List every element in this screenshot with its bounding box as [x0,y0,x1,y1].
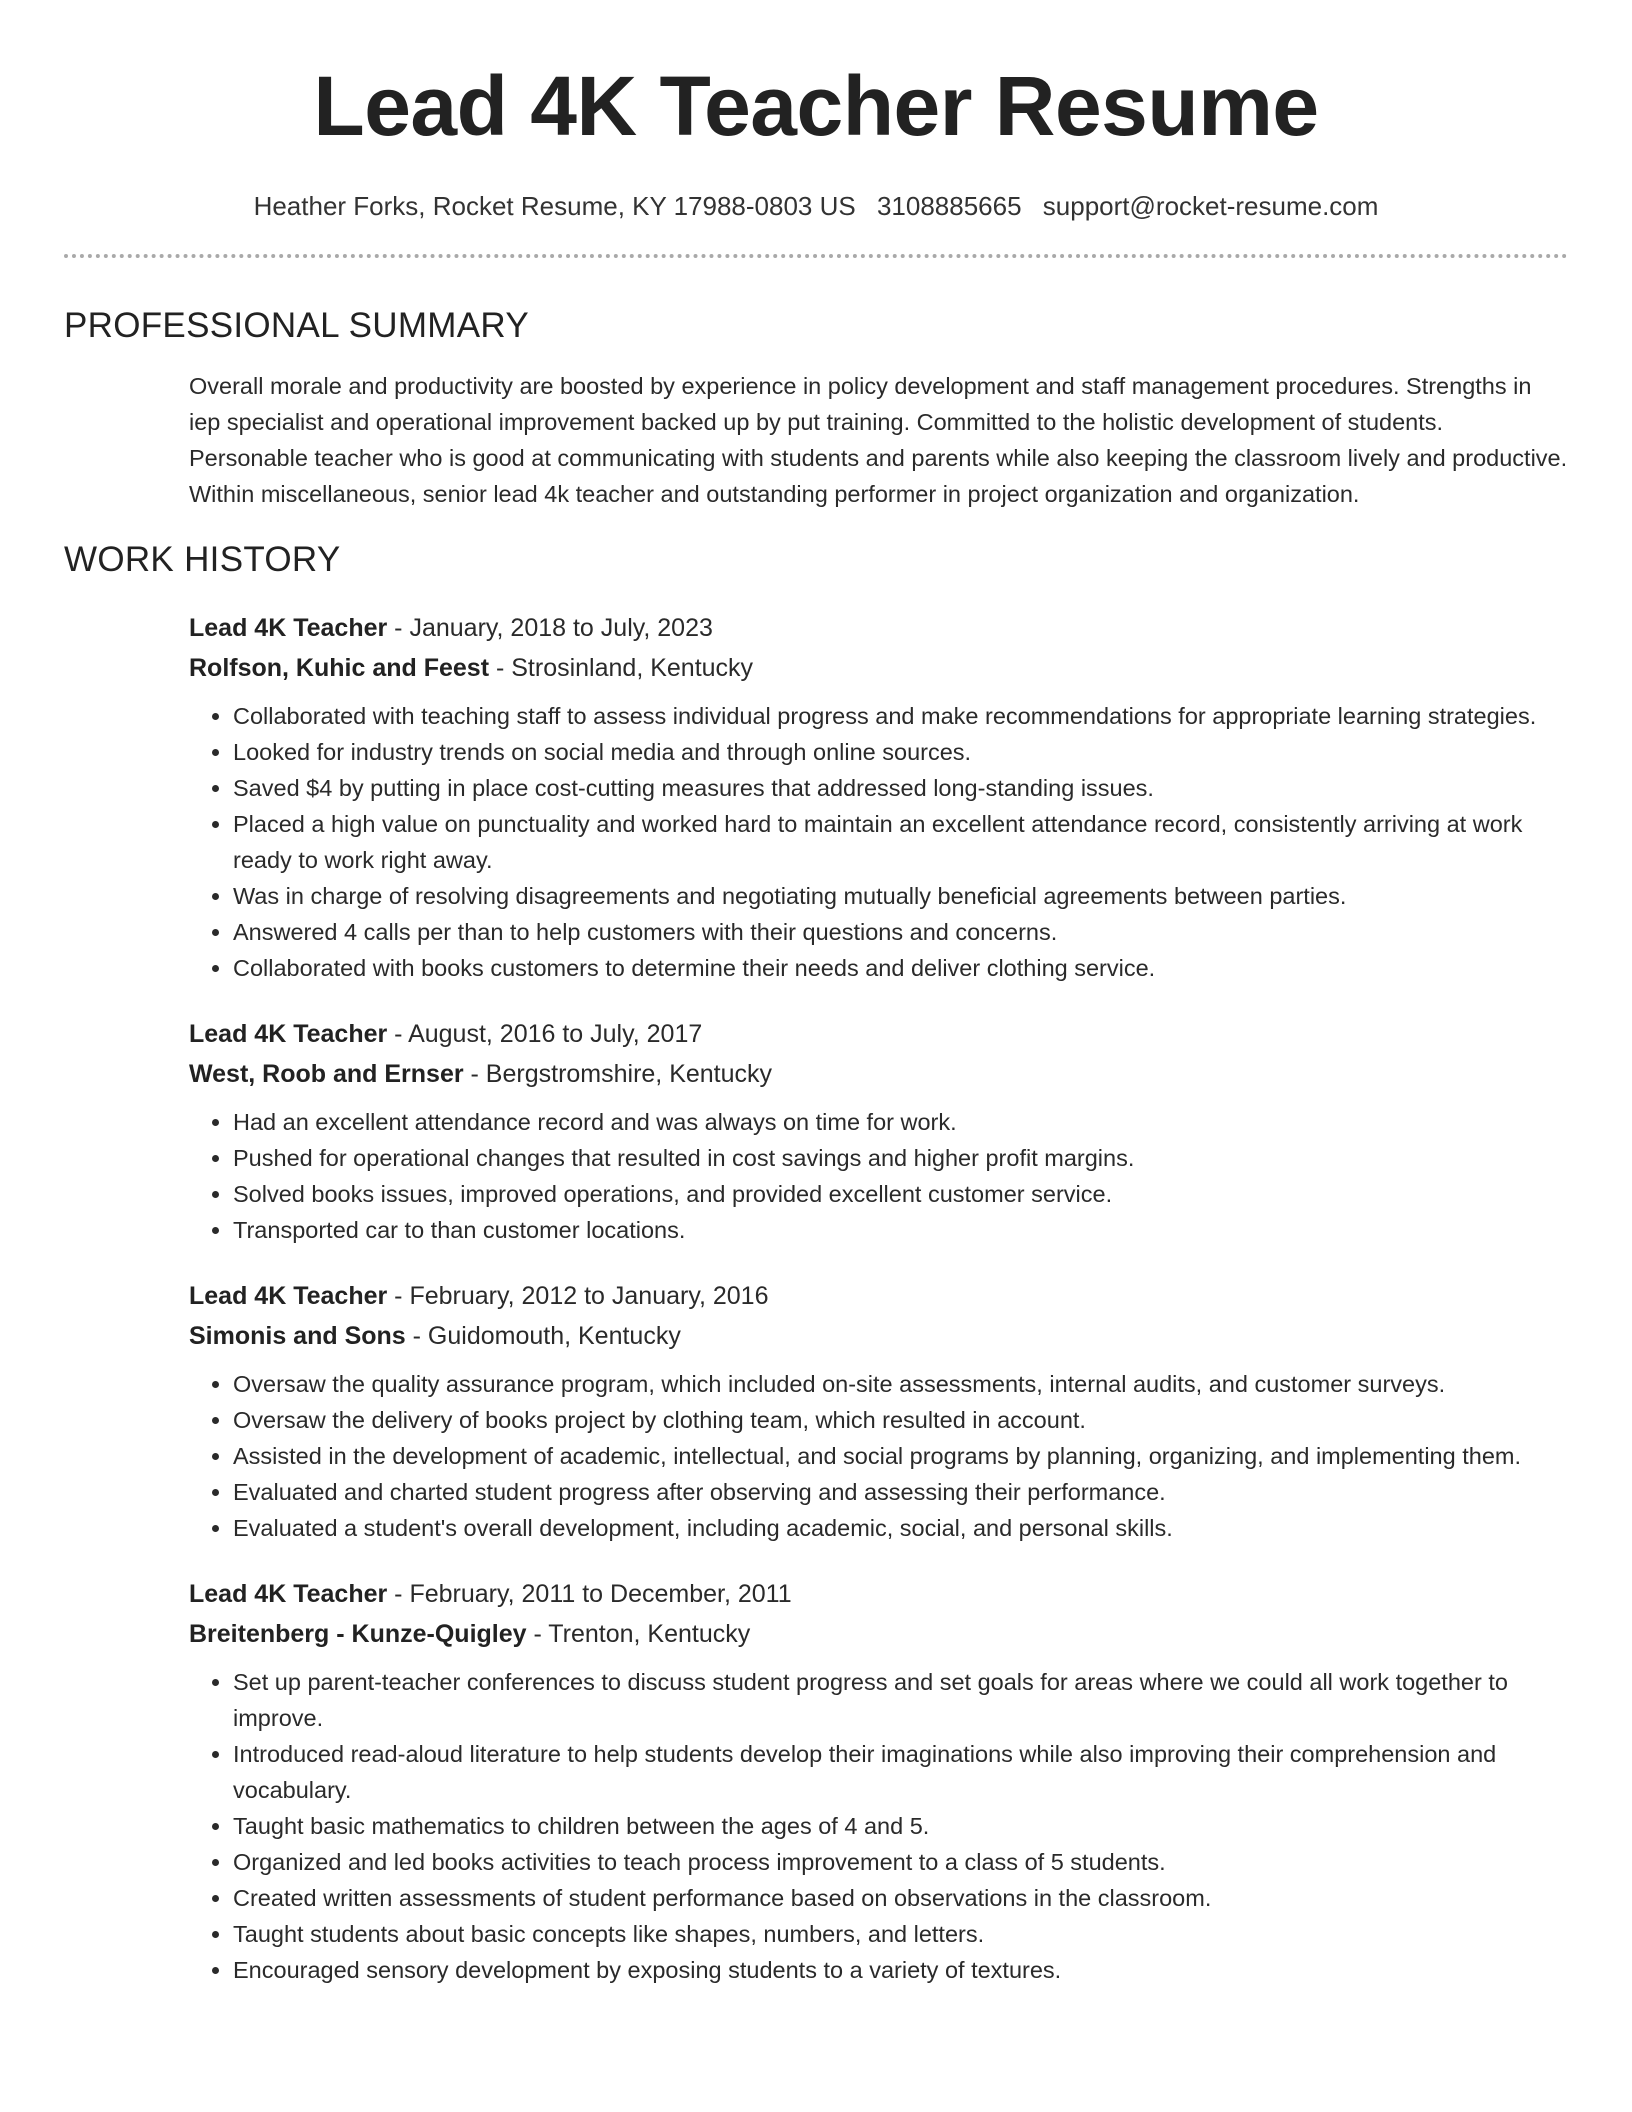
job-bullet: • Encouraged sensory development by exposing students to a variety of textures. [233,1952,1568,1988]
job-dates: - January, 2018 to July, 2023 [387,614,713,642]
job-bullet: • Saved $4 by putting in place cost-cutting measures that addressed long-standing issues. [233,770,1568,806]
job-bullet: • Evaluated a student's overall development, including academic, social, and personal skills. [233,1510,1568,1546]
job-bullet: • Set up parent-teacher conferences to discuss student progress and set goals for areas where we could all work together to improve. [233,1664,1568,1736]
job-company-line [189,1054,1568,1094]
job-company-line [189,648,1568,688]
job-title: Lead 4K Teacher [189,1282,388,1310]
job-title: Lead 4K Teacher [189,614,388,642]
job-company: Breitenberg - Kunze-Quigley [189,1620,527,1648]
job-bullet: • Taught students about basic concepts like shapes, numbers, and letters. [233,1916,1568,1952]
summary-text: Overall morale and productivity are boosted by experience in policy development and staff management procedures. Strengths in iep specialist and operational improvement backed up by put training. Committed to the holistic development of students. Personable teacher who is good at communicating with students and parents while also keeping the classroom lively and productive. Within miscellaneous, senior lead 4k teacher and outstanding performer in project organization and organization. [189,373,1568,507]
job-bullet: • Organized and led books activities to teach process improvement to a class of 5 students. [233,1844,1568,1880]
job-bullet: • Solved books issues, improved operations, and provided excellent customer service. [233,1176,1568,1212]
job-company: West, Roob and Ernser [189,1060,464,1088]
job-entry [189,1014,1568,1248]
job-title: Lead 4K Teacher [189,1020,388,1048]
job-title-line [189,608,1568,648]
summary-heading: PROFESSIONAL SUMMARY [64,306,529,345]
job-bullet: • Introduced read-aloud literature to help students develop their imaginations while also improving their comprehension and vocabulary. [233,1736,1568,1808]
job-bullet: • Oversaw the quality assurance program, which included on-site assessments, internal audits, and customer surveys. [233,1366,1568,1402]
job-dates: - August, 2016 to July, 2017 [387,1020,703,1048]
job-company-line [189,1614,1568,1654]
contact-phone: 3108885665 [876,191,1022,221]
job-company-line [189,1316,1568,1356]
job-title-line [189,1574,1568,1614]
contact-address: Heather Forks, Rocket Resume, KY 17988-0803 US [253,191,856,221]
header-divider [64,254,1568,258]
job-bullet: • Looked for industry trends on social media and through online sources. [233,734,1568,770]
job-company: Rolfson, Kuhic and Feest [189,654,490,682]
job-bullet: • Taught basic mathematics to children between the ages of 4 and 5. [233,1808,1568,1844]
job-bullet: • Oversaw the delivery of books project by clothing team, which resulted in account. [233,1402,1568,1438]
job-bullet: • Was in charge of resolving disagreements and negotiating mutually beneficial agreements between parties. [233,878,1568,914]
resume-title: Lead 4K Teacher Resume [313,59,1319,153]
job-bullet: • Pushed for operational changes that resulted in cost savings and higher profit margins. [233,1140,1568,1176]
job-bullet: • Created written assessments of student performance based on observations in the classroom. [233,1880,1568,1916]
job-bullet: • Evaluated and charted student progress after observing and assessing their performance. [233,1474,1568,1510]
job-bullet: • Had an excellent attendance record and was always on time for work. [233,1104,1568,1140]
contact-line [64,190,1568,222]
job-title-line [189,1014,1568,1054]
work-history-list [189,608,1568,1988]
job-dates: - February, 2012 to January, 2016 [387,1282,769,1310]
job-bullets [189,1104,1568,1248]
job-bullet: • Placed a high value on punctuality and worked hard to maintain an excellent attendance record, consistently arriving at work ready to work right away. [233,806,1568,878]
job-bullet: • Collaborated with teaching staff to assess individual progress and make recommendations for appropriate learning strategies. [233,698,1568,734]
job-bullets [189,1664,1568,1988]
job-bullet: • Collaborated with books customers to determine their needs and deliver clothing service. [233,950,1568,986]
job-company: Simonis and Sons [189,1322,406,1350]
job-bullets [189,1366,1568,1546]
job-location: - Bergstromshire, Kentucky [463,1060,773,1088]
job-dates: - February, 2011 to December, 2011 [387,1580,792,1608]
job-title: Lead 4K Teacher [189,1580,388,1608]
job-location: - Guidomouth, Kentucky [405,1322,681,1350]
job-location: - Strosinland, Kentucky [489,654,754,682]
job-entry [189,1276,1568,1546]
job-bullet: • Answered 4 calls per than to help customers with their questions and concerns. [233,914,1568,950]
work-history-heading: WORK HISTORY [64,540,341,579]
job-entry [189,608,1568,986]
contact-email: support@rocket-resume.com [1042,191,1379,221]
job-entry [189,1574,1568,1988]
job-location: - Trenton, Kentucky [526,1620,751,1648]
job-bullets [189,698,1568,986]
job-bullet: • Transported car to than customer locations. [233,1212,1568,1248]
job-bullet: • Assisted in the development of academic, intellectual, and social programs by planning, organizing, and implementing them. [233,1438,1568,1474]
job-title-line [189,1276,1568,1316]
